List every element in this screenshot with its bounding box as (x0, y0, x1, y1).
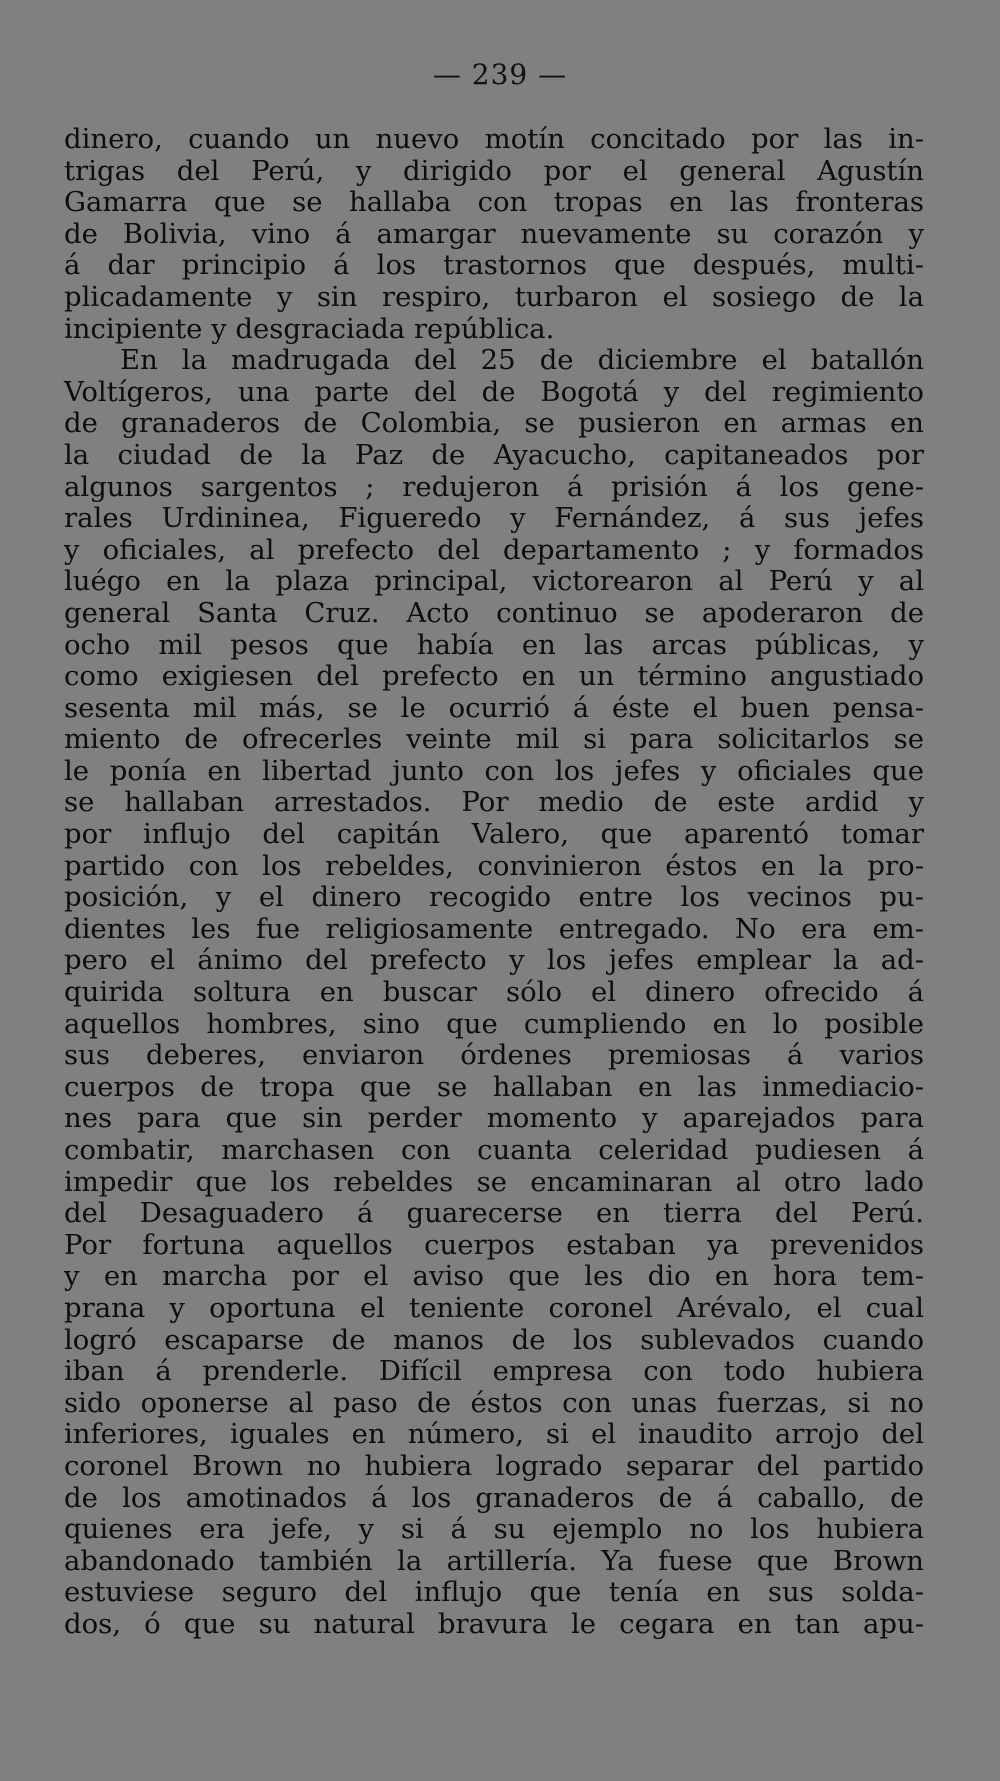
text-line: sesenta mil más, se le ocurrió á éste el buen pensa- (64, 691, 924, 724)
text-line: quienes era jefe, y si á su ejemplo no los hubiera (64, 1513, 924, 1546)
text-line: abandonado también la artillería. Ya fuese que Brown (64, 1544, 924, 1577)
text-line: le ponía en libertad junto con los jefes y oficiales que (64, 754, 924, 787)
text-line: inferiores, iguales en número, si el inaudito arrojo del (64, 1418, 924, 1451)
text-line: impedir que los rebeldes se encaminaran al otro lado (64, 1165, 924, 1198)
text-line: sido oponerse al paso de éstos con unas fuerzas, si no (64, 1386, 924, 1419)
text-line: trigas del Perú, y dirigido por el general Agustín (64, 154, 924, 187)
text-line: combatir, marchasen con cuanta celeridad pudiesen á (64, 1134, 924, 1166)
text-line: y en marcha por el aviso que les dio en hora tem- (64, 1260, 924, 1293)
text-line: Gamarra que se hallaba con tropas en las fronteras (64, 186, 924, 219)
text-line: de Bolivia, vino á amargar nuevamente su corazón y (64, 217, 924, 250)
text-line: nes para que sin perder momento y aparejados para (64, 1102, 924, 1135)
text-line: dientes les fue religiosamente entregado. No era em- (64, 912, 924, 945)
text-line: partido con los rebeldes, convinieron éstos en la pro- (64, 849, 924, 882)
text-line: del Desaguadero á guarecerse en tierra del Perú. (64, 1197, 924, 1230)
text-line: incipiente y desgraciada república. (64, 312, 555, 345)
text-line: luégo en la plaza principal, victorearon al Perú y al (64, 565, 924, 598)
text-line: de granaderos de Colombia, se pusieron en armas en (64, 407, 924, 440)
body-text (64, 124, 924, 1641)
text-line: miento de ofrecerles veinte mil si para solicitarlos se (64, 723, 924, 756)
text-line: á dar principio á los trastornos que después, multi- (64, 249, 924, 282)
text-line: rales Urdininea, Figueredo y Fernández, á sus jefes (64, 502, 924, 535)
text-line: como exigiesen del prefecto en un término angustiado (64, 660, 924, 693)
text-line: Por fortuna aquellos cuerpos estaban ya prevenidos (64, 1228, 924, 1261)
text-line: logró escaparse de manos de los sublevados cuando (64, 1323, 924, 1356)
text-line: pero el ánimo del prefecto y los jefes emplear la ad- (64, 944, 924, 977)
text-line: coronel Brown no hubiera logrado separar del partido (64, 1449, 924, 1482)
text-line: y oficiales, al prefecto del departamento ; y formados (64, 533, 924, 566)
text-line: por influjo del capitán Valero, que aparentó tomar (64, 818, 924, 851)
text-line: iban á prenderle. Difícil empresa con todo hubiera (64, 1355, 924, 1388)
text-line: Voltígeros, una parte del de Bogotá y del regimiento (64, 375, 924, 408)
text-line: estuviese seguro del influjo que tenía en sus solda- (64, 1576, 924, 1609)
text-line: posición, y el dinero recogido entre los vecinos pu- (64, 881, 924, 914)
text-line: la ciudad de la Paz de Ayacucho, capitaneados por (64, 438, 924, 471)
text-line: prana y oportuna el teniente coronel Arévalo, el cual (64, 1291, 924, 1324)
text-line: sus deberes, enviaron órdenes premiosas á varios (64, 1039, 924, 1072)
page-number: — 239 — (432, 58, 568, 91)
text-line: se hallaban arrestados. Por medio de este ardid y (64, 786, 924, 819)
text-line: quirida soltura en buscar sólo el dinero ofrecido á (64, 976, 924, 1009)
text-line: aquellos hombres, sino que cumpliendo en lo posible (64, 1007, 924, 1040)
text-line: dos, ó que su natural bravura le cegara en tan apu- (64, 1607, 924, 1640)
text-line: plicadamente y sin respiro, turbaron el sosiego de la (64, 280, 924, 313)
text-line: de los amotinados á los granaderos de á caballo, de (64, 1481, 924, 1514)
text-line: cuerpos de tropa que se hallaban en las inmediacio- (64, 1070, 924, 1103)
text-line: ocho mil pesos que había en las arcas públicas, y (64, 628, 924, 661)
text-line: general Santa Cruz. Acto continuo se apoderaron de (64, 596, 924, 629)
text-line: algunos sargentos ; redujeron á prisión á los gene- (64, 470, 924, 503)
text-line: dinero, cuando un nuevo motín concitado por las in- (64, 123, 924, 155)
text-line: En la madrugada del 25 de diciembre el batallón (120, 344, 924, 377)
